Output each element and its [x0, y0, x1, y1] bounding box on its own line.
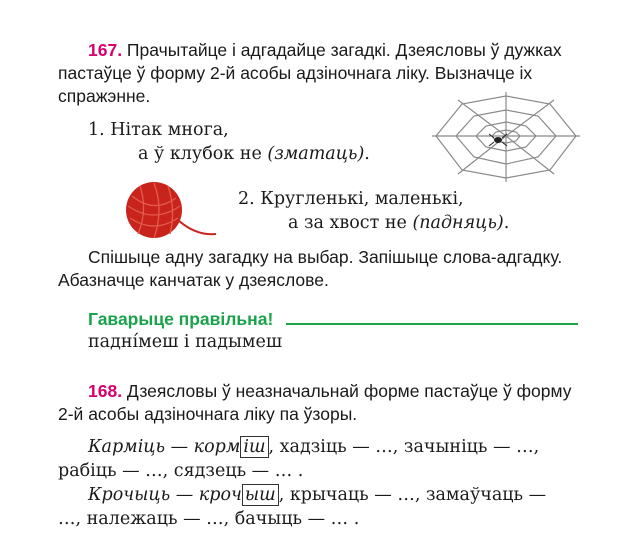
- ending-box: ыш: [242, 484, 279, 506]
- ex167-write-line1: Спішыце адну загадку на выбар. Запішыце слова-адгадку.: [88, 247, 563, 267]
- riddle2-verb: (падняць): [412, 213, 504, 233]
- riddle1-line2: а ў клубок не (зматаць).: [138, 144, 370, 164]
- ending-box: іш: [240, 436, 268, 458]
- ex168-line1: Карміць — корм іш , хадзіць — …, зачыніць — …,: [88, 437, 540, 457]
- ex168-line4: …, належаць — …, бачыць — … .: [58, 509, 360, 529]
- ex167-number: 167.: [88, 40, 123, 60]
- ex167-write-line2: Абазначце канчатак у дзеяслове.: [58, 270, 329, 290]
- riddle1-verb: (зматаць): [267, 144, 365, 164]
- speak-divider: [286, 323, 578, 325]
- speak-header: Гаварыце правільна!: [88, 309, 274, 329]
- yarn-ball-image: [118, 180, 218, 242]
- ex168-line2: рабіць — …, сядзець — … .: [58, 461, 304, 481]
- ex167-task-line3: спражэнне.: [58, 86, 151, 106]
- speak-words: паднíмеш і падымеш: [88, 332, 283, 352]
- ex167-task-line1: 167. Прачытайце і адгадайце загадкі. Дзеясловы ў дужках: [88, 40, 562, 60]
- spider-web-image: [432, 90, 580, 182]
- ex168-line3: Крочыць — кроч ыш , крычаць — …, замаўчаць —: [88, 485, 547, 505]
- riddle2-line2: а за хвост не (падняць).: [288, 213, 510, 233]
- ex167-task-line2: пастаўце ў форму 2-й асобы адзіночнага ліку. Вызначце іх: [58, 63, 533, 83]
- ex168-task-line2: 2-й асобы адзіночнага ліку па ўзоры.: [58, 404, 358, 424]
- riddle1-line1: 1. Нітак многа,: [88, 120, 229, 140]
- ex168-task-line1: 168. Дзеясловы ў неазначальнай форме пастаўце ў форму: [88, 381, 572, 401]
- riddle2-line1: 2. Кругленькі, маленькі,: [238, 189, 464, 209]
- ex168-number: 168.: [88, 381, 123, 401]
